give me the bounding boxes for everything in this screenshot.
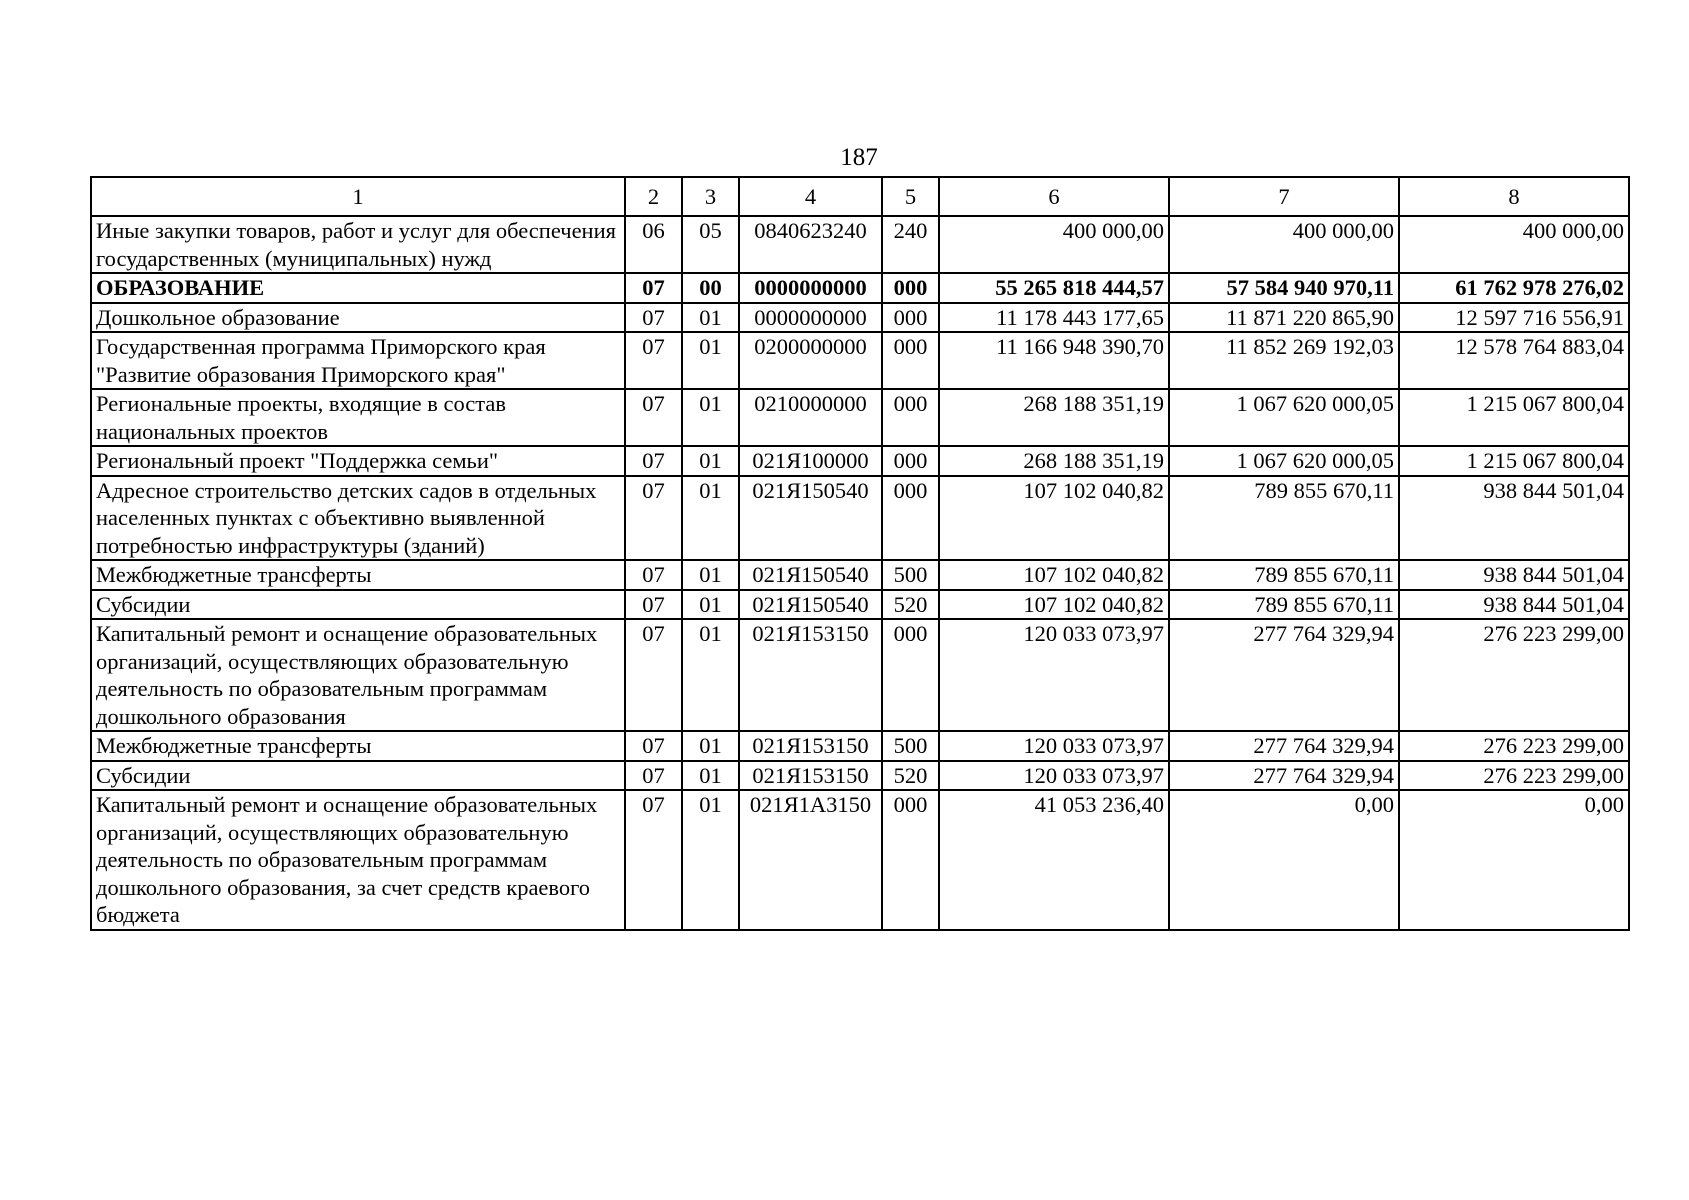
- section-code: 07: [625, 446, 682, 476]
- amount-col-6: 120 033 073,97: [939, 731, 1169, 761]
- section-code: 07: [625, 761, 682, 791]
- amount-col-8: 0,00: [1399, 790, 1629, 930]
- section-code: 07: [625, 389, 682, 446]
- expense-type-code: 000: [882, 332, 939, 389]
- expense-type-code: 000: [882, 389, 939, 446]
- expense-name: Региональный проект "Поддержка семьи": [91, 446, 625, 476]
- amount-col-7: 1 067 620 000,05: [1169, 389, 1399, 446]
- target-article-code: 021Я1А3150: [739, 790, 882, 930]
- subsection-code: 01: [682, 446, 739, 476]
- table-row: [91, 790, 1629, 930]
- subsection-code: 01: [682, 303, 739, 333]
- expense-type-code: 500: [882, 560, 939, 590]
- budget-table: [90, 176, 1630, 931]
- expense-name: Государственная программа Приморского края "Развитие образования Приморского края": [91, 332, 625, 389]
- column-header-2: 2: [625, 177, 682, 216]
- amount-col-8: 1 215 067 800,04: [1399, 389, 1629, 446]
- subsection-code: 00: [682, 273, 739, 303]
- expense-name: Субсидии: [91, 761, 625, 791]
- column-header-4: 4: [739, 177, 882, 216]
- subsection-code: 01: [682, 560, 739, 590]
- section-code: 06: [625, 216, 682, 273]
- target-article-code: 0840623240: [739, 216, 882, 273]
- target-article-code: 0000000000: [739, 303, 882, 333]
- amount-col-6: 41 053 236,40: [939, 790, 1169, 930]
- table-row: [91, 590, 1629, 620]
- table-row: [91, 389, 1629, 446]
- amount-col-8: 12 597 716 556,91: [1399, 303, 1629, 333]
- expense-name: Капитальный ремонт и оснащение образовательных организаций, осуществляющих образовательную деятельность по образовательным программам дошкольного образования: [91, 619, 625, 731]
- expense-name: Адресное строительство детских садов в отдельных населенных пунктах с объективно выявленной потребностью инфраструктуры (зданий): [91, 476, 625, 561]
- amount-col-7: 0,00: [1169, 790, 1399, 930]
- expense-name: Субсидии: [91, 590, 625, 620]
- expense-type-code: 000: [882, 790, 939, 930]
- amount-col-7: 789 855 670,11: [1169, 560, 1399, 590]
- amount-col-7: 277 764 329,94: [1169, 619, 1399, 731]
- amount-col-6: 107 102 040,82: [939, 590, 1169, 620]
- column-header-6: 6: [939, 177, 1169, 216]
- table-row: [91, 731, 1629, 761]
- target-article-code: 0000000000: [739, 273, 882, 303]
- section-code: 07: [625, 790, 682, 930]
- expense-type-code: 500: [882, 731, 939, 761]
- amount-col-6: 55 265 818 444,57: [939, 273, 1169, 303]
- expense-name: ОБРАЗОВАНИЕ: [91, 273, 625, 303]
- amount-col-7: 11 871 220 865,90: [1169, 303, 1399, 333]
- amount-col-7: 789 855 670,11: [1169, 476, 1399, 561]
- target-article-code: 021Я153150: [739, 731, 882, 761]
- table-row: [91, 560, 1629, 590]
- column-header-3: 3: [682, 177, 739, 216]
- expense-name: Межбюджетные трансферты: [91, 731, 625, 761]
- page-number: 187: [840, 144, 878, 171]
- expense-type-code: 520: [882, 590, 939, 620]
- amount-col-6: 11 178 443 177,65: [939, 303, 1169, 333]
- expense-name: Иные закупки товаров, работ и услуг для обеспечения государственных (муниципальных) нужд: [91, 216, 625, 273]
- subsection-code: 01: [682, 332, 739, 389]
- section-code: 07: [625, 590, 682, 620]
- subsection-code: 01: [682, 476, 739, 561]
- target-article-code: 021Я153150: [739, 761, 882, 791]
- amount-col-8: 276 223 299,00: [1399, 619, 1629, 731]
- expense-name: Дошкольное образование: [91, 303, 625, 333]
- amount-col-8: 12 578 764 883,04: [1399, 332, 1629, 389]
- amount-col-7: 789 855 670,11: [1169, 590, 1399, 620]
- table-row: [91, 619, 1629, 731]
- amount-col-7: 57 584 940 970,11: [1169, 273, 1399, 303]
- amount-col-8: 938 844 501,04: [1399, 476, 1629, 561]
- amount-col-8: 276 223 299,00: [1399, 761, 1629, 791]
- amount-col-7: 277 764 329,94: [1169, 761, 1399, 791]
- amount-col-7: 1 067 620 000,05: [1169, 446, 1399, 476]
- target-article-code: 021Я150540: [739, 590, 882, 620]
- amount-col-8: 61 762 978 276,02: [1399, 273, 1629, 303]
- table-row: [91, 216, 1629, 273]
- amount-col-6: 400 000,00: [939, 216, 1169, 273]
- column-header-5: 5: [882, 177, 939, 216]
- target-article-code: 021Я100000: [739, 446, 882, 476]
- expense-type-code: 000: [882, 619, 939, 731]
- subsection-code: 01: [682, 389, 739, 446]
- amount-col-7: 277 764 329,94: [1169, 731, 1399, 761]
- section-code: 07: [625, 560, 682, 590]
- expense-type-code: 520: [882, 761, 939, 791]
- expense-name: Капитальный ремонт и оснащение образовательных организаций, осуществляющих образовательную деятельность по образовательным программам дошкольного образования, за счет средств краевого бюджета: [91, 790, 625, 930]
- amount-col-7: 11 852 269 192,03: [1169, 332, 1399, 389]
- expense-type-code: 000: [882, 446, 939, 476]
- table-body: [91, 216, 1629, 930]
- table-row: [91, 273, 1629, 303]
- subsection-code: 01: [682, 590, 739, 620]
- expense-name: Региональные проекты, входящие в состав национальных проектов: [91, 389, 625, 446]
- target-article-code: 0210000000: [739, 389, 882, 446]
- target-article-code: 0200000000: [739, 332, 882, 389]
- amount-col-8: 1 215 067 800,04: [1399, 446, 1629, 476]
- table-row: [91, 761, 1629, 791]
- section-code: 07: [625, 619, 682, 731]
- target-article-code: 021Я150540: [739, 476, 882, 561]
- amount-col-8: 938 844 501,04: [1399, 560, 1629, 590]
- column-header-1: 1: [91, 177, 625, 216]
- table-row: [91, 303, 1629, 333]
- section-code: 07: [625, 476, 682, 561]
- subsection-code: 01: [682, 761, 739, 791]
- subsection-code: 05: [682, 216, 739, 273]
- expense-type-code: 000: [882, 303, 939, 333]
- amount-col-8: 938 844 501,04: [1399, 590, 1629, 620]
- target-article-code: 021Я150540: [739, 560, 882, 590]
- amount-col-6: 268 188 351,19: [939, 446, 1169, 476]
- amount-col-6: 107 102 040,82: [939, 476, 1169, 561]
- expense-name: Межбюджетные трансферты: [91, 560, 625, 590]
- expense-type-code: 000: [882, 273, 939, 303]
- section-code: 07: [625, 273, 682, 303]
- amount-col-6: 11 166 948 390,70: [939, 332, 1169, 389]
- section-code: 07: [625, 332, 682, 389]
- subsection-code: 01: [682, 619, 739, 731]
- table-row: [91, 476, 1629, 561]
- section-code: 07: [625, 731, 682, 761]
- column-header-7: 7: [1169, 177, 1399, 216]
- table-row: [91, 446, 1629, 476]
- expense-type-code: 240: [882, 216, 939, 273]
- table-row: [91, 332, 1629, 389]
- column-header-8: 8: [1399, 177, 1629, 216]
- amount-col-6: 120 033 073,97: [939, 761, 1169, 791]
- amount-col-7: 400 000,00: [1169, 216, 1399, 273]
- subsection-code: 01: [682, 731, 739, 761]
- amount-col-8: 276 223 299,00: [1399, 731, 1629, 761]
- amount-col-6: 120 033 073,97: [939, 619, 1169, 731]
- header-row: [91, 177, 1629, 216]
- amount-col-6: 107 102 040,82: [939, 560, 1169, 590]
- subsection-code: 01: [682, 790, 739, 930]
- section-code: 07: [625, 303, 682, 333]
- amount-col-8: 400 000,00: [1399, 216, 1629, 273]
- expense-type-code: 000: [882, 476, 939, 561]
- amount-col-6: 268 188 351,19: [939, 389, 1169, 446]
- target-article-code: 021Я153150: [739, 619, 882, 731]
